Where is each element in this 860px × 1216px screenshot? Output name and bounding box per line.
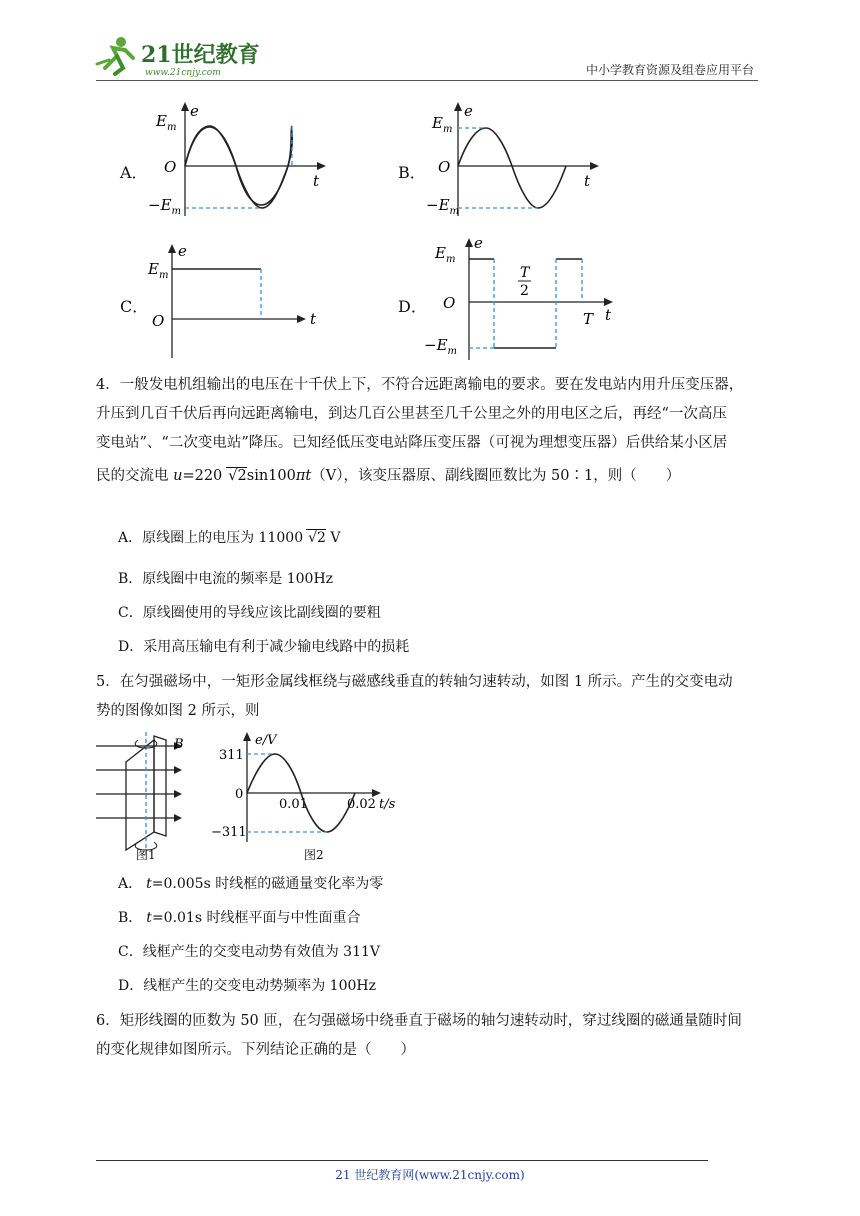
figure-2-emf-chart xyxy=(205,730,400,845)
logo-title: 21世纪教育 xyxy=(141,42,260,68)
q6-line-2: 的变化规律如图所示。下列结论正确的是（ ） xyxy=(96,1042,415,1058)
question-4 xyxy=(96,371,766,491)
figure-option-c xyxy=(150,240,335,360)
svg-text:t: t xyxy=(584,172,591,190)
q4-line-3: 变电站”、“二次变电站”降压。已知经低压变电站降压变压器（可视为理想变压器）后供给某小区居 xyxy=(96,435,728,451)
header-divider xyxy=(96,80,758,81)
q4-option-c[interactable]: C．原线圈使用的导线应该比副线圈的要粗 xyxy=(118,605,381,621)
q6-line-1: 6．矩形线圈的匝数为 50 匝，在匀强磁场中绕垂直于磁场的轴匀速转动时，穿过线圈的磁通量随时间 xyxy=(96,1013,742,1029)
svg-text:t: t xyxy=(313,172,320,190)
svg-text:Em: $E_m$ xyxy=(148,260,169,281)
svg-text:Em: $E_m$ xyxy=(156,112,177,133)
q5-option-c[interactable]: C．线框产生的交变电动势有效值为 311V xyxy=(118,944,380,960)
svg-text:O: O xyxy=(438,158,451,176)
svg-text:t: t xyxy=(605,306,612,324)
option-a-label: A． xyxy=(120,163,148,182)
q5-option-a[interactable]: A． t=0.005s 时线框的磁通量变化率为零 xyxy=(118,876,384,892)
q4-line-1: 4．一般发电机组输出的电压在十千伏上下，不符合远距离输电的要求。要在发电站内用升压变压器， xyxy=(96,377,744,393)
q5-option-d[interactable]: D．线框产生的交变电动势频率为 100Hz xyxy=(118,978,376,994)
q4-option-b[interactable]: B．原线圈中电流的频率是 100Hz xyxy=(118,571,334,587)
option-b-label: B． xyxy=(398,163,426,182)
x-axis-label: t/s xyxy=(379,797,396,812)
y-tick-zero: 0 xyxy=(235,787,244,802)
x-tick-2: 0.02 xyxy=(347,797,376,812)
figure-2-caption: 图2 xyxy=(304,848,324,862)
figure-option-b xyxy=(428,98,613,223)
svg-text:B: B xyxy=(174,737,184,752)
question-6 xyxy=(96,1007,766,1065)
y-tick-top: 311 xyxy=(219,748,244,763)
footer-divider xyxy=(96,1160,708,1161)
x-tick-1: 0.01 xyxy=(279,797,308,812)
header-platform-text: 中小学教育资源及组卷应用平台 xyxy=(585,63,754,77)
option-c-label: C． xyxy=(120,297,149,316)
svg-text:−Em: $-E_m$ xyxy=(148,196,182,217)
footer-link[interactable]: 21 世纪教育网(www.21cnjy.com) xyxy=(335,1168,525,1182)
q4-option-d[interactable]: D．采用高压输电有利于减少输电线路中的损耗 xyxy=(118,639,410,655)
figure-option-a xyxy=(150,98,335,223)
svg-text:e: e xyxy=(178,242,187,260)
svg-text:O: O xyxy=(152,312,165,330)
svg-text:Em: $E_m$ xyxy=(435,244,456,265)
svg-text:−Em: $-E_m$ xyxy=(426,196,460,217)
q4-line-2: 升压到几百千伏后再向远距离输电，到达几百公里甚至几千公里之外的用电区之后，再经“一次高压 xyxy=(96,406,727,422)
svg-text:e: e xyxy=(474,234,483,252)
svg-text:e: e xyxy=(190,102,199,120)
q5-line-1: 5．在匀强磁场中，一矩形金属线框绕与磁感线垂直的转轴匀速转动，如图 1 所示。产生的交变电动 xyxy=(96,674,733,690)
svg-text:T: T xyxy=(583,310,594,328)
figure-option-d xyxy=(425,232,625,362)
q5-line-2: 势的图像如图 2 所示，则 xyxy=(96,703,260,719)
svg-text:−Em: $-E_m$ xyxy=(424,336,458,357)
runner-icon xyxy=(97,37,133,74)
svg-text:T: T xyxy=(520,265,530,281)
y-tick-bottom: −311 xyxy=(211,825,247,840)
question-5 xyxy=(96,668,766,726)
figure-1-rotating-frame xyxy=(96,732,206,862)
figure-1-caption: 图1 xyxy=(136,848,156,862)
svg-text:t: t xyxy=(310,310,317,328)
svg-text:Em: $E_m$ xyxy=(432,114,453,135)
svg-text:e: e xyxy=(464,102,473,120)
option-d-label: D． xyxy=(398,297,427,316)
q4-option-a[interactable]: A．原线圈上的电压为 11000 √2 V xyxy=(118,530,341,546)
svg-text:e/V: e/V xyxy=(255,733,277,748)
logo-subtitle: www.21cnjy.com xyxy=(145,68,221,78)
site-logo xyxy=(95,34,260,78)
q4-line-4: 民的交流电 u=220 √2sin100πt（V），该变压器原、副线圈匝数比为 50∶1，则（ ） xyxy=(96,468,681,484)
q5-option-b[interactable]: B． t=0.01s 时线框平面与中性面重合 xyxy=(118,910,361,926)
svg-text:2: 2 xyxy=(520,283,529,299)
svg-text:O: O xyxy=(164,158,177,176)
svg-text:O: O xyxy=(443,294,456,312)
